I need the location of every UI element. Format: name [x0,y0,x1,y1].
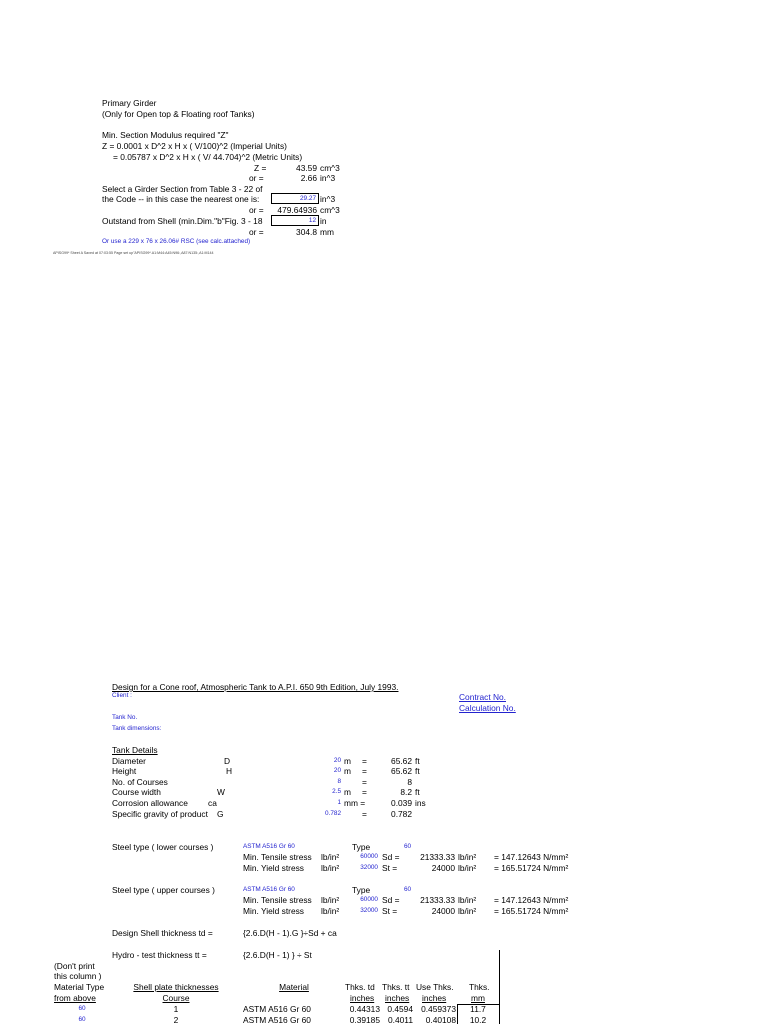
detail-label: No. of Courses [112,777,168,787]
steel-upper-type-label: Type [352,885,371,895]
steel-upper-sd-label: Sd = [382,895,400,905]
steel-upper-label: Steel type ( upper courses ) [112,885,215,895]
detail-label: Height [112,766,137,776]
min-section-label: Min. Section Modulus required "Z" [102,130,229,140]
outstand-input: 12 [308,217,316,224]
row-mm: 10.2 [469,1015,487,1025]
detail-value[interactable]: 20 [333,757,341,764]
detail-converted: 65.62 [391,756,412,766]
calculation-no-link[interactable]: Calculation No. [459,703,516,713]
sheet-footer: APISG99* Sheet A Saved at 07:03:55 Page set up"APISG99*.A1:M44:A45:N96:,A87:N135:,A1:M144 [53,251,214,255]
outstand-cell[interactable] [271,215,319,226]
steel-lower-yield-value: 32000 [360,864,378,871]
steel-lower-st-label: St = [382,863,398,873]
z-label: Z = [254,163,267,173]
thks-mm-header-2: mm [471,993,485,1003]
detail-label: Diameter [112,756,146,766]
outstand-unit: in [320,216,327,226]
row-mm: 11.7 [470,1004,486,1014]
steel-lower-yield-unit: lb/in² [321,863,340,873]
row-tt: 0.4594 [387,1004,413,1014]
detail-converted-unit: ft [415,756,420,766]
steel-lower-st-unit: lb/in² [458,863,477,873]
detail-value[interactable]: 2.5 [332,788,341,795]
row-material: ASTM A516 Gr 60 [243,1015,311,1025]
steel-upper-yield-label: Min. Yield stress [243,906,304,916]
steel-lower-tensile-label: Min. Tensile stress [243,852,312,862]
metric-equation: = 0.05787 x D^2 x H x ( V/ 44.704)^2 (Metric Units) [113,152,303,162]
steel-upper-st-metric: = 165.51724 N/mm² [494,906,569,916]
detail-symbol: ca [208,798,217,808]
design-thickness-label: Design Shell thickness td = [112,928,213,938]
detail-value[interactable]: 0.782 [325,810,341,817]
contract-no-link[interactable]: Contract No. [459,692,507,702]
row-course: 1 [173,1004,179,1014]
steel-lower-type-label: Type [352,842,371,852]
steel-lower-sd-unit: lb/in² [458,852,477,862]
use-thks-header-1: Use Thks. [416,982,454,992]
steel-upper-tensile-unit: lb/in² [321,895,340,905]
steel-upper-material[interactable]: ASTM A516 Gr 60 [243,886,295,893]
dont-print-note-2: this column ) [54,971,102,981]
detail-value[interactable]: 1 [337,799,341,806]
section-modulus-metric-unit: cm^3 [320,205,340,215]
dont-print-note-1: (Don't print [54,961,95,971]
steel-upper-st-value: 24000 [431,906,455,916]
detail-symbol: W [217,787,225,797]
outstand-mm: 304.8 [296,227,317,237]
imperial-equation: Z = 0.0001 x D^2 x H x ( V/100)^2 (Imperial Units) [102,141,287,151]
tank-dimensions-label: Tank dimensions: [112,725,162,732]
select-girder-line1: Select a Girder Section from Table 3 - 22 of [102,184,263,194]
detail-converted-unit: ft [415,787,420,797]
detail-converted: 65.62 [391,766,412,776]
detail-equals: = [362,756,367,766]
table-right-rule [499,950,500,1024]
client-label: Client : [112,692,132,699]
detail-equals: = [362,787,367,797]
detail-symbol: G [217,809,224,819]
course-header: Course [162,993,190,1003]
detail-unit: m [344,787,351,797]
use-thks-header-2: inches [422,993,447,1003]
detail-value[interactable]: 20 [333,767,341,774]
steel-lower-sd-metric: = 147.12643 N/mm² [494,852,569,862]
row-use: 0.40108 [425,1015,456,1025]
z-or-label: or = [249,173,264,183]
material-type-header-1: Material Type [54,982,105,992]
steel-upper-sd-unit: lb/in² [458,895,477,905]
detail-equals: = [362,777,367,787]
row-course: 2 [173,1015,179,1025]
select-girder-line2: the Code -- in this case the nearest one is: [102,194,260,204]
section-modulus-unit: in^3 [320,194,336,204]
section-modulus-metric: 479.64936 [277,205,317,215]
steel-upper-st-unit: lb/in² [458,906,477,916]
steel-lower-sd-label: Sd = [382,852,400,862]
thks-tt-header-2: inches [385,993,410,1003]
detail-converted-unit: ins [415,798,426,808]
z-value: 43.59 [296,163,317,173]
shell-plate-header: Shell plate thicknesses [133,982,219,992]
detail-equals: = [362,766,367,776]
thks-mm-header-1: Thks. [469,982,490,992]
z-unit: cm^3 [320,163,340,173]
design-title: Design for a Cone roof, Atmospheric Tank to A.P.I. 650 9th Edition, July 1993. [112,682,399,692]
detail-symbol: H [226,766,233,776]
detail-label: Course width [112,787,161,797]
outstand-label: Outstand from Shell (min.Dim."b"Fig. 3 - 18 [102,216,263,226]
detail-converted: 8.2 [400,787,412,797]
detail-equals: = [362,809,367,819]
steel-upper-tensile-label: Min. Tensile stress [243,895,312,905]
material-type-header-2: from above [54,993,96,1003]
hydro-thickness-label: Hydro - test thickness tt = [112,950,207,960]
row-material-type: 60 [78,1016,86,1023]
detail-symbol: D [224,756,231,766]
detail-unit: mm = [344,798,366,808]
z-value-imperial: 2.66 [300,173,317,183]
outstand-or-label: or = [249,227,264,237]
row-use: 0.459373 [421,1004,456,1014]
girder-subtitle: (Only for Open top & Floating roof Tanks) [102,109,255,119]
detail-converted-unit: ft [415,766,420,776]
section-modulus-cell[interactable] [271,193,319,204]
row-td: 0.44313 [349,1004,380,1014]
detail-unit: m [344,766,351,776]
steel-lower-st-metric: = 165.51724 N/mm² [494,863,569,873]
steel-lower-material[interactable]: ASTM A516 Gr 60 [243,843,295,850]
steel-lower-st-value: 24000 [431,863,455,873]
steel-upper-yield-unit: lb/in² [321,906,340,916]
steel-lower-tensile-value: 60000 [360,853,378,860]
thks-td-header-1: Thks. td [345,982,375,992]
thks-tt-header-1: Thks. tt [382,982,410,992]
steel-upper-type-value: 60 [404,886,412,893]
material-header: Material [279,982,309,992]
design-thickness-formula: {2.6.D(H - 1).G }÷Sd + ca [243,928,337,938]
row-tt: 0.4011 [388,1015,413,1025]
detail-label: Specific gravity of product [112,809,208,819]
detail-converted: 0.782 [391,809,412,819]
steel-upper-sd-metric: = 147.12643 N/mm² [494,895,569,905]
steel-lower-label: Steel type ( lower courses ) [112,842,214,852]
section-or-label: or = [249,205,264,215]
steel-upper-yield-value: 32000 [360,907,378,914]
steel-lower-sd-value: 21333.33 [420,852,455,862]
tank-details-heading: Tank Details [112,745,158,755]
row-material-type: 60 [78,1005,86,1012]
detail-unit: m [344,756,351,766]
detail-label: Corrosion allowance [112,798,188,808]
steel-upper-tensile-value: 60000 [360,896,378,903]
outstand-mm-unit: mm [320,227,334,237]
hydro-thickness-formula: {2.6.D(H - 1) } ÷ St [243,950,312,960]
steel-lower-yield-label: Min. Yield stress [243,863,304,873]
steel-upper-sd-value: 21333.33 [420,895,455,905]
row-material: ASTM A516 Gr 60 [243,1004,311,1014]
detail-value[interactable]: 8 [337,778,341,785]
girder-title: Primary Girder [102,98,157,108]
steel-lower-type-value: 60 [404,843,412,850]
detail-converted: 0.039 [391,798,412,808]
tank-no-label: Tank No. [112,714,138,721]
steel-lower-tensile-unit: lb/in² [321,852,340,862]
steel-upper-st-label: St = [382,906,398,916]
z-unit-imperial: in^3 [320,173,336,183]
thks-td-header-2: inches [350,993,375,1003]
detail-converted: 8 [407,777,412,787]
row-td: 0.39185 [349,1015,380,1025]
rsc-note: Or use a 229 x 76 x 26.06# RSC (see calc.attached) [102,238,251,245]
section-modulus-input: 29.27 [300,195,316,202]
